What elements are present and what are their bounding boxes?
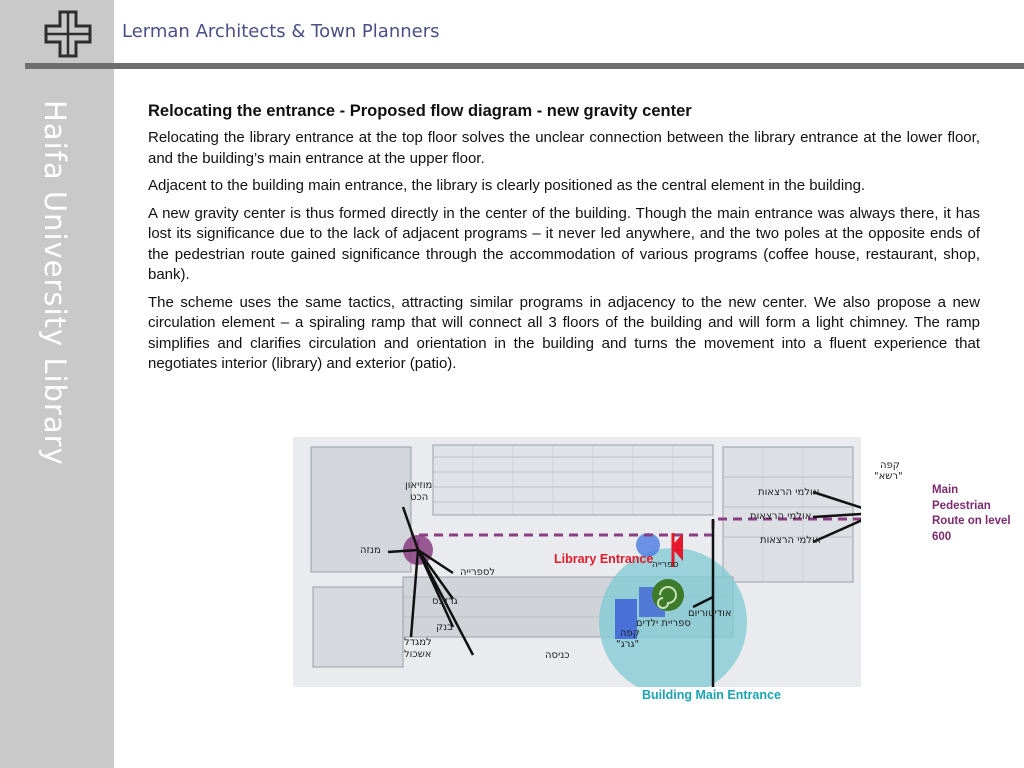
label-to-library: לספרייה [460,567,496,578]
label-bank: בנק [436,622,453,633]
label-cafe-bottom: קפה [620,628,640,639]
label-museum-2: הכט [410,492,429,503]
label-museum: מוזיאון [405,480,433,491]
floor-plan-diagram [293,437,861,687]
vertical-title: Haifa University Library [38,100,72,466]
label-auditorium: אודיטוריום [688,608,732,619]
label-to-tower-2: אשכול [404,649,432,660]
header-divider [25,63,1024,69]
pedestrian-route-label: Main Pedestrian Route on level 600 [932,484,1011,543]
slide-title: Relocating the entrance - Proposed flow diagram - new gravity center [148,102,692,120]
library-entrance-label: Library Entrance [554,552,654,566]
firm-name: Lerman Architects & Town Planners [122,21,440,42]
paragraph-2: Adjacent to the building main entrance, the library is clearly positioned as the central element in the building. [148,177,866,194]
label-lecture-hall-1: אולמי הרצאות [758,487,820,498]
label-children-library: ספריית ילדים [636,618,691,629]
sidebar [0,0,114,768]
label-lecture-hall-3: אולמי הרצאות [760,535,822,546]
paragraph-3: A new gravity center is thus formed directly in the center of the building. Though the main entrance was always there, it has lost its significance due to the lack of adjacent programs – it never led anywhere, and the two poles at the opposite ends of the pedestrian route gained significance through the accommodation of various programs (coffee house, restaurant, shop, bank). [148,204,980,283]
label-lecture-hall-2: אולמי הרצאות [750,511,812,522]
paragraph-1: Relocating the library entrance at the top floor solves the unclear connection between the library entrance at the lower floor, and the building’s main entrance at the upper floor. [148,129,980,167]
label-library-tag: ספרייה [652,560,679,570]
label-cafe-top-2: "רשא" [874,471,903,482]
slide-content [148,101,980,382]
firm-logo-icon [42,8,94,60]
label-cafe-top: קפה [880,460,900,471]
label-entrance: כניסה [545,650,570,661]
label-store: מנזה [360,545,381,556]
building-main-entrance-label: Building Main Entrance [642,688,781,702]
label-to-tower: למגדל [404,637,432,648]
paragraph-4: The scheme uses the same tactics, attracting similar programs in adjacency to the new center. We also propose a new circulation element – a spiraling ramp that will connect all 3 floors of the building and will form a light chimney. The ramp simplifies and clarifies circulation and orientation in the building and turns the movement into a fluent experience that negotiates interior (library) and exterior (patio). [148,293,980,372]
label-cafe-bottom-2: "גרג" [616,639,640,650]
label-gardens: גרדנס [432,596,458,607]
